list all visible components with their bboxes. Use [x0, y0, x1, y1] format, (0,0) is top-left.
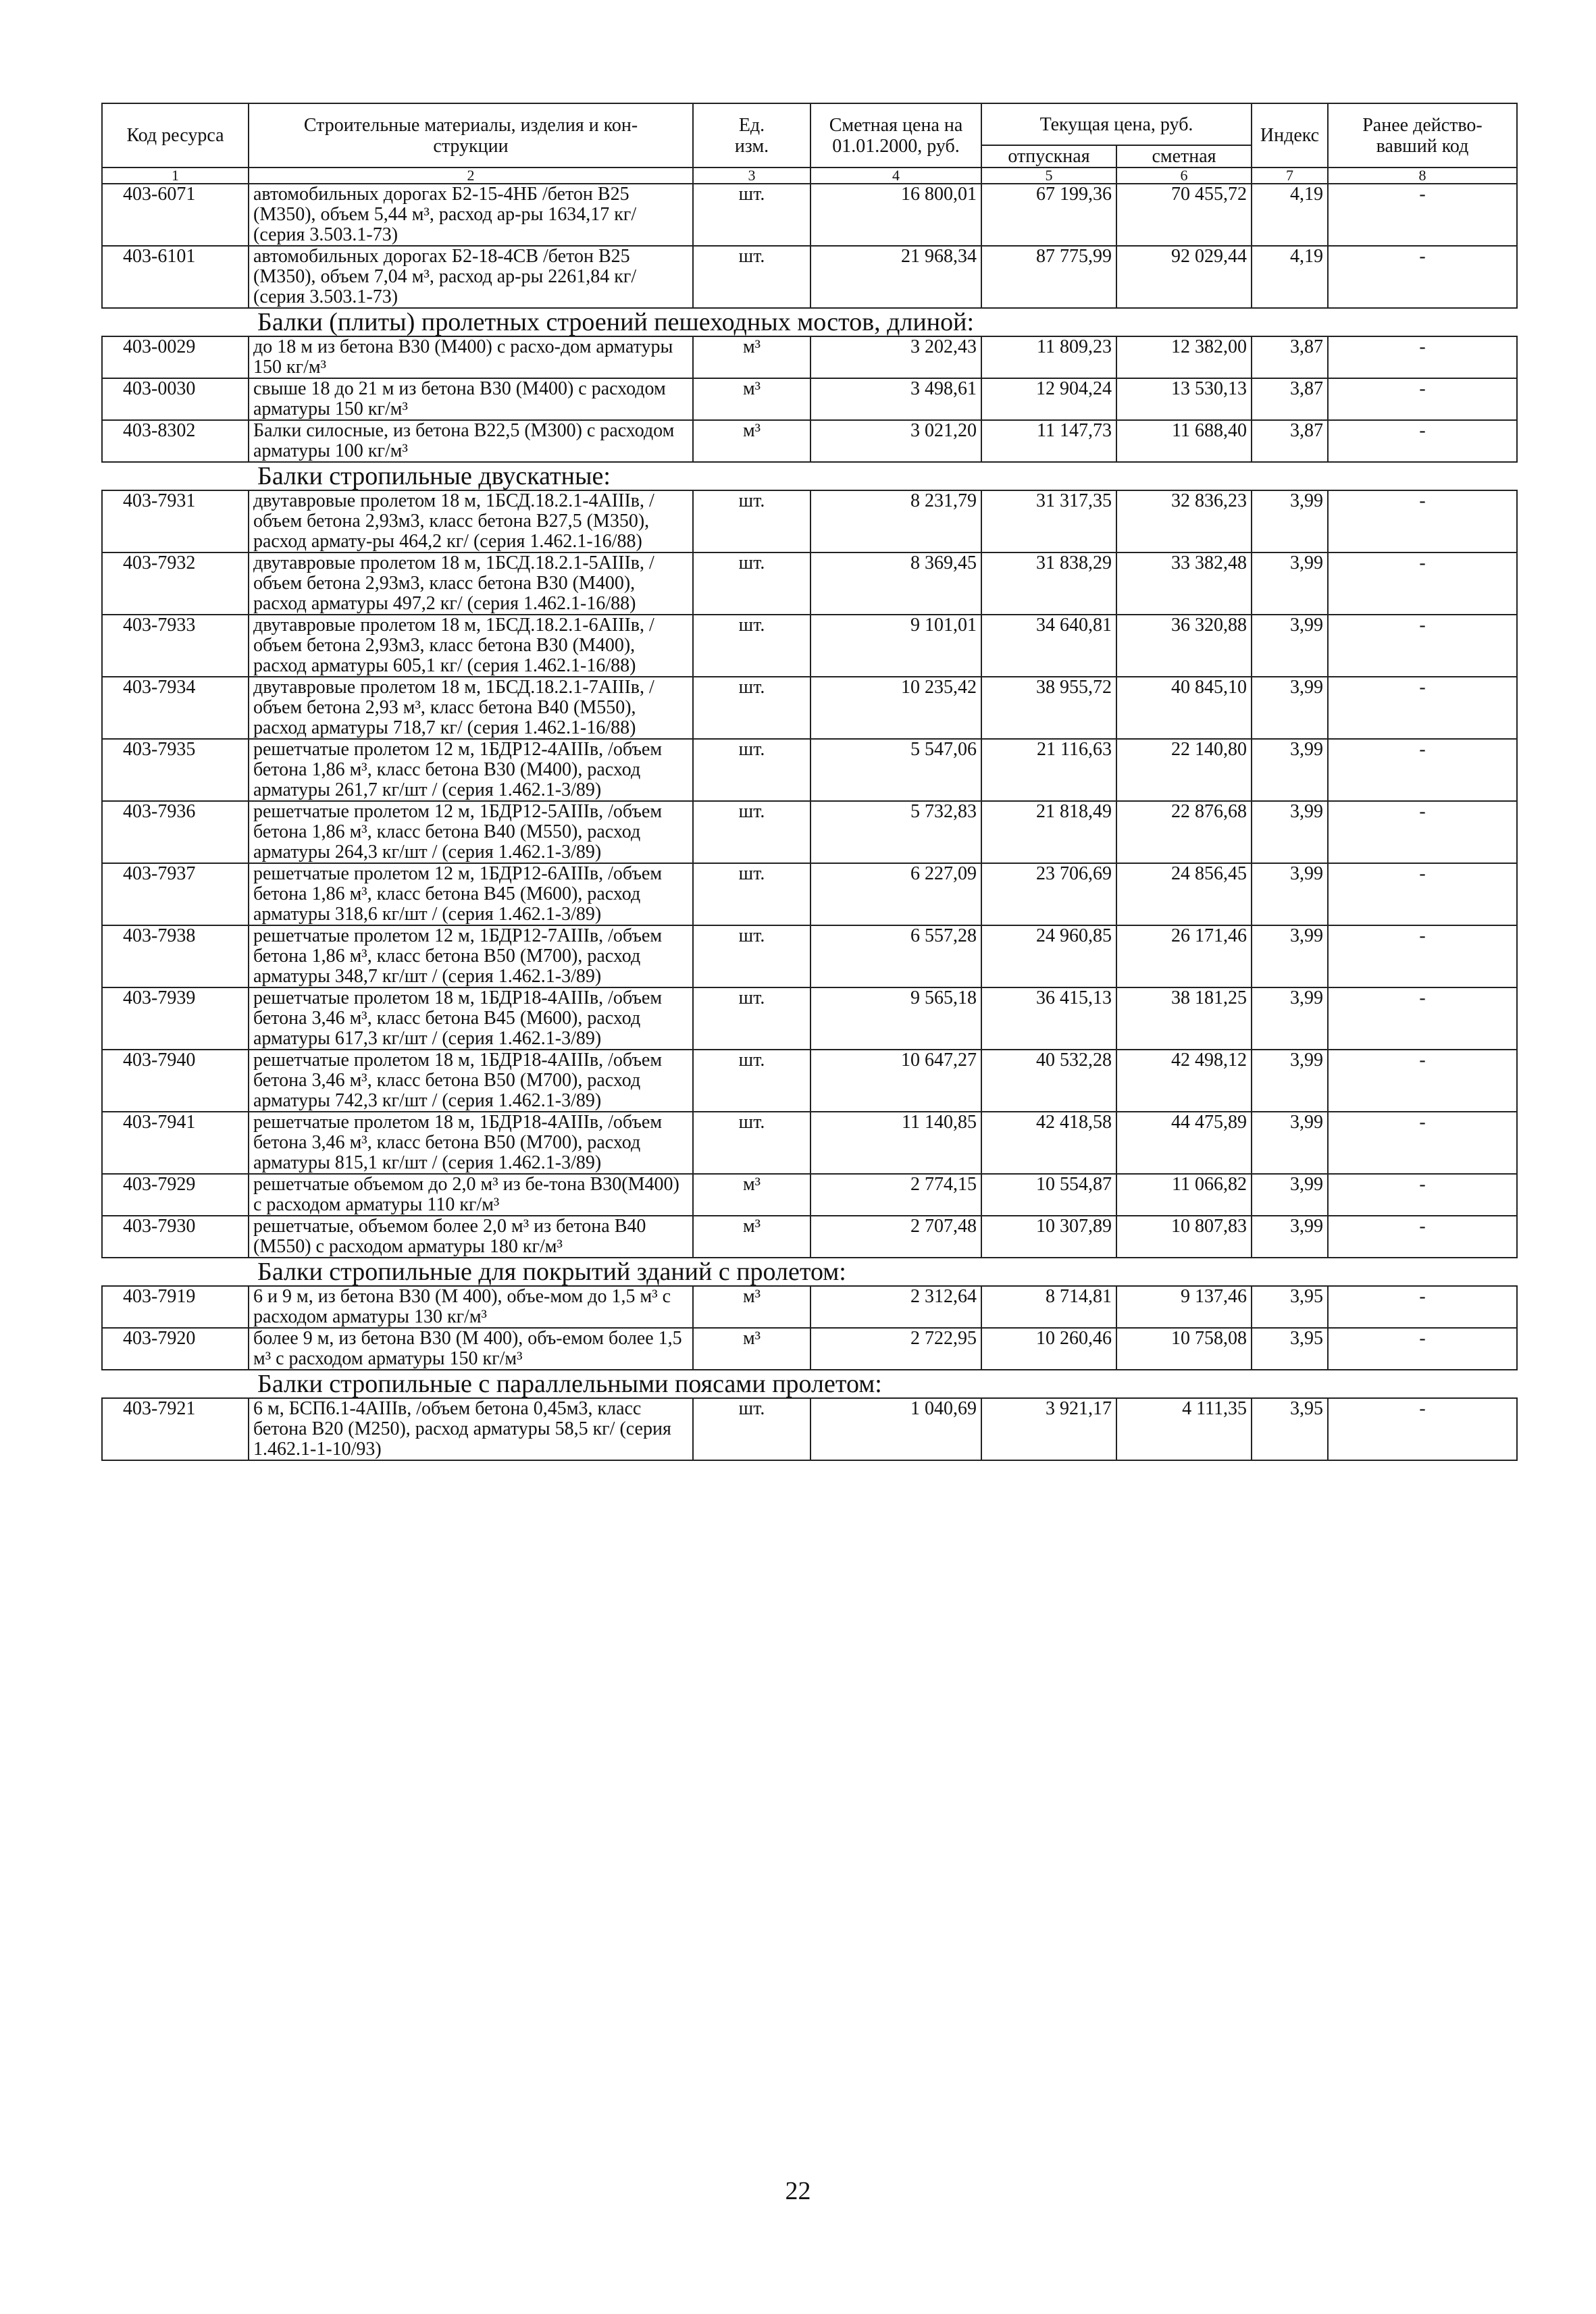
unit-cell: шт.	[693, 1398, 810, 1460]
table-row	[102, 184, 1517, 246]
resource-code-cell: 403-6071	[102, 184, 249, 246]
release-price-cell: 24 960,85	[981, 925, 1116, 987]
header-estimate-line1: Сметная цена на	[829, 114, 963, 136]
previous-code-cell: -	[1328, 801, 1517, 863]
previous-code-cell: -	[1328, 420, 1517, 462]
estimate-price-cell: 10 235,42	[810, 677, 981, 739]
resource-code-cell: 403-0029	[102, 336, 249, 378]
table-row	[102, 1216, 1517, 1258]
section-heading-row	[102, 1258, 1517, 1286]
section-heading: Балки стропильные для покрытий зданий с пролетом:	[102, 1258, 1517, 1286]
unit-cell: м³	[693, 1328, 810, 1370]
material-description-cell: автомобильных дорогах Б2-15-4НБ /бетон В25 (М350), объем 5,44 м³, расход ар-ры 1634,17 кг/ (серия 3.503.1-73)	[249, 184, 693, 246]
release-price-cell: 10 554,87	[981, 1174, 1116, 1216]
current-estimate-price-cell: 22 140,80	[1116, 739, 1252, 801]
release-price-cell: 3 921,17	[981, 1398, 1116, 1460]
resource-code-cell: 403-7934	[102, 677, 249, 739]
index-cell: 3,99	[1252, 490, 1328, 552]
material-description-cell: решетчатые объемом до 2,0 м³ из бе-тона В30(М400) с расходом арматуры 110 кг/м³	[249, 1174, 693, 1216]
material-description-cell: автомобильных дорогах Б2-18-4СВ /бетон В25 (М350), объем 7,04 м³, расход ар-ры 2261,84 кг/ (серия 3.503.1-73)	[249, 246, 693, 308]
current-estimate-price-cell: 24 856,45	[1116, 863, 1252, 925]
unit-cell: м³	[693, 378, 810, 420]
material-description-cell: решетчатые, объемом более 2,0 м³ из бетона В40 (М550) с расходом арматуры 180 кг/м³	[249, 1216, 693, 1258]
header-unit-line2: изм.	[734, 135, 769, 157]
table-row	[102, 1112, 1517, 1174]
page-number: 22	[785, 2177, 811, 2205]
release-price-cell: 12 904,24	[981, 378, 1116, 420]
previous-code-cell: -	[1328, 925, 1517, 987]
estimate-price-cell: 5 547,06	[810, 739, 981, 801]
column-number: 8	[1328, 168, 1517, 184]
estimate-price-cell: 9 565,18	[810, 987, 981, 1050]
column-numbers-row	[102, 168, 1517, 184]
previous-code-cell: -	[1328, 490, 1517, 552]
table-row	[102, 801, 1517, 863]
resource-code-cell: 403-8302	[102, 420, 249, 462]
unit-cell: шт.	[693, 246, 810, 308]
material-description-cell: решетчатые пролетом 18 м, 1БДР18-4АIIIв, /объем бетона 3,46 м³, класс бетона В50 (М700), расход арматуры 815,1 кг/шт / (серия 1.462.1-3/89)	[249, 1112, 693, 1174]
previous-code-cell: -	[1328, 1398, 1517, 1460]
estimate-price-cell: 21 968,34	[810, 246, 981, 308]
material-description-cell: двутавровые пролетом 18 м, 1БСД.18.2.1-6АIIIв, /объем бетона 2,93м3, класс бетона В30 (М400), расход арматуры 605,1 кг/ (серия 1.462.1-16/88)	[249, 615, 693, 677]
index-cell: 3,87	[1252, 378, 1328, 420]
index-cell: 3,99	[1252, 739, 1328, 801]
estimate-price-cell: 6 227,09	[810, 863, 981, 925]
header-index: Индекс	[1252, 103, 1328, 168]
release-price-cell: 34 640,81	[981, 615, 1116, 677]
index-cell: 3,99	[1252, 1216, 1328, 1258]
header-estimate-line2: 01.01.2000, руб.	[832, 135, 960, 157]
material-description-cell: более 9 м, из бетона В30 (М 400), объ-емом более 1,5 м³ с расходом арматуры 150 кг/м³	[249, 1328, 693, 1370]
header-prev-line2: вавший код	[1376, 135, 1469, 157]
estimate-price-cell: 2 722,95	[810, 1328, 981, 1370]
material-description-cell: двутавровые пролетом 18 м, 1БСД.18.2.1-5АIIIв, /объем бетона 2,93м3, класс бетона В30 (М400), расход арматуры 497,2 кг/ (серия 1.462.1-16/88)	[249, 552, 693, 615]
index-cell: 3,99	[1252, 1174, 1328, 1216]
table-row	[102, 1174, 1517, 1216]
material-description-cell: 6 м, БСП6.1-4АIIIв, /объем бетона 0,45м3, класс бетона В20 (М250), расход арматуры 58,5 кг/ (серия 1.462.1-1-10/93)	[249, 1398, 693, 1460]
table-row	[102, 1328, 1517, 1370]
previous-code-cell: -	[1328, 739, 1517, 801]
column-number: 2	[249, 168, 693, 184]
header-material-line2: струкции	[433, 135, 509, 157]
estimate-price-cell: 2 312,64	[810, 1286, 981, 1328]
resource-code-cell: 403-7930	[102, 1216, 249, 1258]
current-estimate-price-cell: 13 530,13	[1116, 378, 1252, 420]
table-row	[102, 925, 1517, 987]
index-cell: 3,95	[1252, 1398, 1328, 1460]
estimate-price-cell: 8 231,79	[810, 490, 981, 552]
table-row	[102, 246, 1517, 308]
table-row	[102, 336, 1517, 378]
current-estimate-price-cell: 10 758,08	[1116, 1328, 1252, 1370]
unit-cell: шт.	[693, 1050, 810, 1112]
section-heading-row	[102, 1370, 1517, 1398]
unit-cell: м³	[693, 336, 810, 378]
current-estimate-price-cell: 12 382,00	[1116, 336, 1252, 378]
resource-code-cell: 403-7938	[102, 925, 249, 987]
resource-code-cell: 403-7920	[102, 1328, 249, 1370]
release-price-cell: 87 775,99	[981, 246, 1116, 308]
header-prev-line1: Ранее действо-	[1362, 114, 1483, 136]
release-price-cell: 40 532,28	[981, 1050, 1116, 1112]
estimate-price-cell: 16 800,01	[810, 184, 981, 246]
release-price-cell: 31 317,35	[981, 490, 1116, 552]
index-cell: 3,99	[1252, 801, 1328, 863]
table-row	[102, 420, 1517, 462]
estimate-price-cell: 9 101,01	[810, 615, 981, 677]
estimate-price-cell: 1 040,69	[810, 1398, 981, 1460]
resource-code-cell: 403-7940	[102, 1050, 249, 1112]
release-price-cell: 10 307,89	[981, 1216, 1116, 1258]
index-cell: 3,95	[1252, 1328, 1328, 1370]
release-price-cell: 23 706,69	[981, 863, 1116, 925]
current-estimate-price-cell: 26 171,46	[1116, 925, 1252, 987]
unit-cell: шт.	[693, 1112, 810, 1174]
unit-cell: шт.	[693, 490, 810, 552]
current-estimate-price-cell: 38 181,25	[1116, 987, 1252, 1050]
header-unit	[693, 103, 810, 168]
material-description-cell: решетчатые пролетом 12 м, 1БДР12-4АIIIв, /объем бетона 1,86 м³, класс бетона В30 (М400), расход арматуры 261,7 кг/шт / (серия 1.462.1-3/89)	[249, 739, 693, 801]
previous-code-cell: -	[1328, 246, 1517, 308]
current-estimate-price-cell: 9 137,46	[1116, 1286, 1252, 1328]
previous-code-cell: -	[1328, 1328, 1517, 1370]
unit-cell: м³	[693, 1286, 810, 1328]
current-estimate-price-cell: 70 455,72	[1116, 184, 1252, 246]
column-number: 1	[102, 168, 249, 184]
resource-code-cell: 403-7929	[102, 1174, 249, 1216]
previous-code-cell: -	[1328, 184, 1517, 246]
current-estimate-price-cell: 11 688,40	[1116, 420, 1252, 462]
column-number: 5	[981, 168, 1116, 184]
header-current-estimate: сметная	[1116, 145, 1252, 168]
index-cell: 3,99	[1252, 925, 1328, 987]
current-estimate-price-cell: 22 876,68	[1116, 801, 1252, 863]
header-estimate-price	[810, 103, 981, 168]
header-code: Код ресурса	[102, 103, 249, 168]
header-current-price: Текущая цена, руб.	[981, 103, 1252, 145]
previous-code-cell: -	[1328, 552, 1517, 615]
current-estimate-price-cell: 42 498,12	[1116, 1050, 1252, 1112]
table-row	[102, 378, 1517, 420]
index-cell: 3,99	[1252, 1050, 1328, 1112]
material-description-cell: решетчатые пролетом 18 м, 1БДР18-4АIIIв, /объем бетона 3,46 м³, класс бетона В45 (М600), расход арматуры 617,3 кг/шт / (серия 1.462.1-3/89)	[249, 987, 693, 1050]
unit-cell: шт.	[693, 925, 810, 987]
material-description-cell: решетчатые пролетом 12 м, 1БДР12-6АIIIв, /объем бетона 1,86 м³, класс бетона В45 (М600), расход арматуры 318,6 кг/шт / (серия 1.462.1-3/89)	[249, 863, 693, 925]
column-number: 6	[1116, 168, 1252, 184]
index-cell: 3,87	[1252, 420, 1328, 462]
previous-code-cell: -	[1328, 1050, 1517, 1112]
previous-code-cell: -	[1328, 863, 1517, 925]
price-table	[101, 103, 1518, 1461]
current-estimate-price-cell: 33 382,48	[1116, 552, 1252, 615]
previous-code-cell: -	[1328, 1286, 1517, 1328]
release-price-cell: 21 116,63	[981, 739, 1116, 801]
release-price-cell: 42 418,58	[981, 1112, 1116, 1174]
current-estimate-price-cell: 4 111,35	[1116, 1398, 1252, 1460]
resource-code-cell: 403-7931	[102, 490, 249, 552]
previous-code-cell: -	[1328, 1216, 1517, 1258]
index-cell: 3,99	[1252, 987, 1328, 1050]
index-cell: 4,19	[1252, 184, 1328, 246]
previous-code-cell: -	[1328, 987, 1517, 1050]
estimate-price-cell: 5 732,83	[810, 801, 981, 863]
table-row	[102, 677, 1517, 739]
price-table-sheet	[101, 103, 1516, 1461]
material-description-cell: 6 и 9 м, из бетона В30 (М 400), объе-мом до 1,5 м³ с расходом арматуры 130 кг/м³	[249, 1286, 693, 1328]
release-price-cell: 36 415,13	[981, 987, 1116, 1050]
unit-cell: шт.	[693, 863, 810, 925]
material-description-cell: решетчатые пролетом 18 м, 1БДР18-4АIIIв, /объем бетона 3,46 м³, класс бетона В50 (М700), расход арматуры 742,3 кг/шт / (серия 1.462.1-3/89)	[249, 1050, 693, 1112]
table-row	[102, 552, 1517, 615]
index-cell: 4,19	[1252, 246, 1328, 308]
section-heading-row	[102, 308, 1517, 336]
index-cell: 3,87	[1252, 336, 1328, 378]
current-estimate-price-cell: 32 836,23	[1116, 490, 1252, 552]
table-row	[102, 863, 1517, 925]
table-row	[102, 987, 1517, 1050]
index-cell: 3,99	[1252, 677, 1328, 739]
unit-cell: м³	[693, 1174, 810, 1216]
current-estimate-price-cell: 44 475,89	[1116, 1112, 1252, 1174]
resource-code-cell: 403-7941	[102, 1112, 249, 1174]
previous-code-cell: -	[1328, 378, 1517, 420]
estimate-price-cell: 3 498,61	[810, 378, 981, 420]
release-price-cell: 8 714,81	[981, 1286, 1116, 1328]
resource-code-cell: 403-7939	[102, 987, 249, 1050]
index-cell: 3,99	[1252, 552, 1328, 615]
previous-code-cell: -	[1328, 677, 1517, 739]
header-release-price: отпускная	[981, 145, 1116, 168]
table-row	[102, 490, 1517, 552]
column-number: 7	[1252, 168, 1328, 184]
material-description-cell: свыше 18 до 21 м из бетона В30 (М400) с расходом арматуры 150 кг/м³	[249, 378, 693, 420]
column-number: 4	[810, 168, 981, 184]
section-heading: Балки стропильные с параллельными поясами пролетом:	[102, 1370, 1517, 1398]
unit-cell: шт.	[693, 615, 810, 677]
release-price-cell: 11 147,73	[981, 420, 1116, 462]
current-estimate-price-cell: 40 845,10	[1116, 677, 1252, 739]
unit-cell: шт.	[693, 987, 810, 1050]
current-estimate-price-cell: 11 066,82	[1116, 1174, 1252, 1216]
current-estimate-price-cell: 92 029,44	[1116, 246, 1252, 308]
previous-code-cell: -	[1328, 1112, 1517, 1174]
estimate-price-cell: 3 021,20	[810, 420, 981, 462]
unit-cell: м³	[693, 420, 810, 462]
previous-code-cell: -	[1328, 615, 1517, 677]
index-cell: 3,99	[1252, 1112, 1328, 1174]
header-material	[249, 103, 693, 168]
release-price-cell: 11 809,23	[981, 336, 1116, 378]
release-price-cell: 10 260,46	[981, 1328, 1116, 1370]
unit-cell: шт.	[693, 677, 810, 739]
table-row	[102, 1398, 1517, 1460]
release-price-cell: 21 818,49	[981, 801, 1116, 863]
material-description-cell: до 18 м из бетона В30 (М400) с расхо-дом арматуры 150 кг/м³	[249, 336, 693, 378]
material-description-cell: Балки силосные, из бетона В22,5 (М300) с расходом арматуры 100 кг/м³	[249, 420, 693, 462]
table-row	[102, 1286, 1517, 1328]
column-number: 3	[693, 168, 810, 184]
header-unit-line1: Ед.	[738, 114, 765, 136]
estimate-price-cell: 8 369,45	[810, 552, 981, 615]
resource-code-cell: 403-7932	[102, 552, 249, 615]
release-price-cell: 38 955,72	[981, 677, 1116, 739]
resource-code-cell: 403-7937	[102, 863, 249, 925]
unit-cell: шт.	[693, 552, 810, 615]
current-estimate-price-cell: 36 320,88	[1116, 615, 1252, 677]
index-cell: 3,95	[1252, 1286, 1328, 1328]
table-row	[102, 615, 1517, 677]
current-estimate-price-cell: 10 807,83	[1116, 1216, 1252, 1258]
estimate-price-cell: 3 202,43	[810, 336, 981, 378]
table-row	[102, 739, 1517, 801]
previous-code-cell: -	[1328, 1174, 1517, 1216]
header-material-line1: Строительные материалы, изделия и кон-	[303, 114, 638, 136]
resource-code-cell: 403-6101	[102, 246, 249, 308]
material-description-cell: двутавровые пролетом 18 м, 1БСД.18.2.1-4АIIIв, /объем бетона 2,93м3, класс бетона В27,5 (М350), расход армату-ры 464,2 кг/ (серия 1.462.1-16/88)	[249, 490, 693, 552]
resource-code-cell: 403-0030	[102, 378, 249, 420]
section-heading-row	[102, 462, 1517, 490]
estimate-price-cell: 2 774,15	[810, 1174, 981, 1216]
index-cell: 3,99	[1252, 615, 1328, 677]
resource-code-cell: 403-7933	[102, 615, 249, 677]
resource-code-cell: 403-7935	[102, 739, 249, 801]
estimate-price-cell: 2 707,48	[810, 1216, 981, 1258]
table-body	[102, 184, 1517, 1460]
release-price-cell: 31 838,29	[981, 552, 1116, 615]
header-row	[102, 103, 1517, 145]
header-previous-code	[1328, 103, 1517, 168]
estimate-price-cell: 6 557,28	[810, 925, 981, 987]
resource-code-cell: 403-7936	[102, 801, 249, 863]
resource-code-cell: 403-7921	[102, 1398, 249, 1460]
section-heading: Балки стропильные двускатные:	[102, 462, 1517, 490]
table-row	[102, 1050, 1517, 1112]
material-description-cell: решетчатые пролетом 12 м, 1БДР12-7АIIIв, /объем бетона 1,86 м³, класс бетона В50 (М700), расход арматуры 348,7 кг/шт / (серия 1.462.1-3/89)	[249, 925, 693, 987]
estimate-price-cell: 11 140,85	[810, 1112, 981, 1174]
unit-cell: шт.	[693, 801, 810, 863]
index-cell: 3,99	[1252, 863, 1328, 925]
section-heading: Балки (плиты) пролетных строений пешеходных мостов, длиной:	[102, 308, 1517, 336]
estimate-price-cell: 10 647,27	[810, 1050, 981, 1112]
unit-cell: шт.	[693, 739, 810, 801]
material-description-cell: решетчатые пролетом 12 м, 1БДР12-5АIIIв, /объем бетона 1,86 м³, класс бетона В40 (М550), расход арматуры 264,3 кг/шт / (серия 1.462.1-3/89)	[249, 801, 693, 863]
unit-cell: шт.	[693, 184, 810, 246]
previous-code-cell: -	[1328, 336, 1517, 378]
material-description-cell: двутавровые пролетом 18 м, 1БСД.18.2.1-7АIIIв, /объем бетона 2,93 м³, класс бетона В40 (М550), расход арматуры 718,7 кг/ (серия 1.462.1-16/88)	[249, 677, 693, 739]
unit-cell: м³	[693, 1216, 810, 1258]
resource-code-cell: 403-7919	[102, 1286, 249, 1328]
release-price-cell: 67 199,36	[981, 184, 1116, 246]
